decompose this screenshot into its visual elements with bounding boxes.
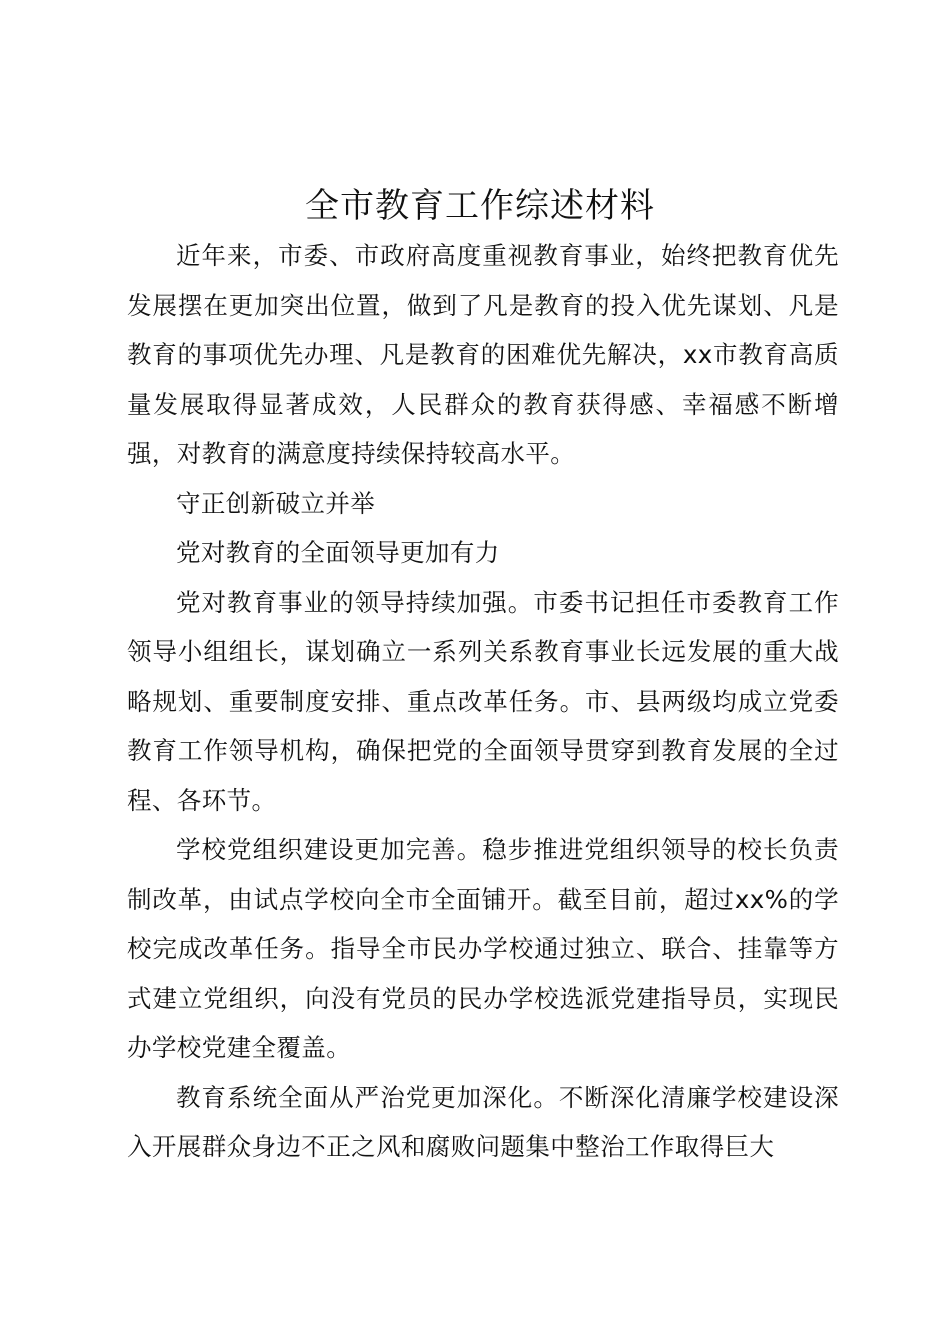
document-title: 全市教育工作综述材料: [305, 186, 655, 226]
paragraph-party-leadership: 党对教育事业的领导持续加强。市委书记担任市委教育工作领导小组组长，谋划确立一系列关系教育事业长远发展的重大战略规划、重要制度安排、重点改革任务。市、县两级均成立党委教育工作领导机构，确保把党的全面领导贯穿到教育发展的全过程、各环节。: [127, 587, 839, 815]
paragraph-school-party-building: 学校党组织建设更加完善。稳步推进党组织领导的校长负责制改革，由试点学校向全市全面铺开。截至目前，超过xx%的学校完成改革任务。指导全市民办学校通过独立、联合、挂靠等方式建立党组织，向没有党员的民办学校选派党建指导员，实现民办学校党建全覆盖。: [127, 835, 839, 1062]
paragraph-intro: 近年来，市委、市政府高度重视教育事业，始终把教育优先发展摆在更加突出位置，做到了凡是教育的投入优先谋划、凡是教育的事项优先办理、凡是教育的困难优先解决，xx市教育高质量发展取得显著成效，人民群众的教育获得感、幸福感不断增强，对教育的满意度持续保持较高水平。: [127, 241, 839, 468]
document-body: [127, 231, 839, 1172]
subsection-heading: 党对教育的全面领导更加有力: [176, 538, 500, 567]
section-heading: 守正创新破立并举: [176, 488, 376, 518]
paragraph-strict-governance: 教育系统全面从严治党更加深化。不断深化清廉学校建设深入开展群众身边不正之风和腐败问题集中整治工作取得巨大: [127, 1082, 839, 1161]
